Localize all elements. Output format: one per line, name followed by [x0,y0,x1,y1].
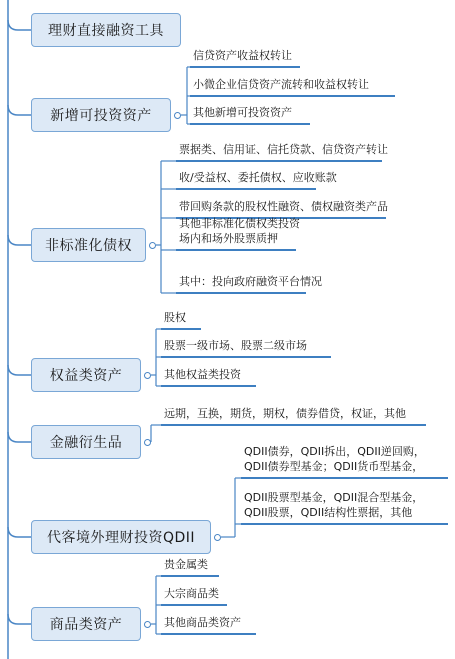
leaf-underline [190,123,310,125]
leaf-item-text: 大宗商品类 [164,587,219,600]
category-connector [8,365,31,375]
leaf-item [164,615,241,630]
category-node[interactable]: 代客境外理财投资QDII [31,520,211,554]
collapse-toggle-icon[interactable] [144,372,151,379]
leaf-item-text: 其中：投向政府融资平台情况 [179,275,322,288]
category-node[interactable]: 新增可投资资产 [31,98,171,132]
leaf-item-text: 其他新增可投资资产 [193,106,292,119]
leaf-item [193,77,369,92]
leaf-item [179,170,337,185]
leaf-underline [176,249,296,251]
leaf-item-text: 场内和场外股票质押 [179,232,278,245]
leaf-underline [161,356,331,358]
leaf-underline [176,188,316,190]
leaf-underline [241,477,448,479]
leaf-underline [176,160,382,162]
leaf-item [244,444,425,474]
leaf-item-text: 小微企业信贷资产流转和收益权转让 [193,78,369,91]
leaf-item [164,367,241,382]
collapse-toggle-icon[interactable] [214,534,221,541]
leaf-underline [241,523,448,525]
leaf-item-text: QDII股票型基金，QDII混合型基金， [244,491,424,504]
leaf-item [164,586,219,601]
leaf-item [164,406,406,421]
leaf-underline [161,633,256,635]
collapse-toggle-icon[interactable] [174,112,181,119]
leaf-underline [161,424,426,426]
leaf-item [164,557,208,572]
leaf-item-text: 贵金属类 [164,558,208,571]
leaf-underline [190,66,300,68]
category-node[interactable]: 权益类资产 [31,358,141,392]
leaf-item-text: 远期，互换，期货，期权，债券借贷，权证，其他 [164,407,406,420]
leaf-underline [161,328,201,330]
leaf-item-text: QDII股票，QDII结构性票据，其他 [244,506,413,519]
leaf-item-text: 票据类、信用证、信托贷款、信贷资产转让 [179,143,388,156]
category-connector [8,105,31,115]
category-connector [8,432,31,442]
leaf-underline [161,385,256,387]
leaf-item [244,490,423,520]
category-connector [8,527,31,537]
leaf-underline [161,575,219,577]
leaf-item-text: 其他非标准化债权类投资 [179,217,300,230]
category-connector [8,235,31,245]
leaf-underline [161,604,227,606]
leaf-item [179,142,388,157]
category-connector [8,614,31,624]
leaf-item-text: 收/受益权、委托债权、应收账款 [179,171,337,184]
leaf-item-text: 其他商品类资产 [164,616,241,629]
leaf-item-text: 股票一级市场、股票二级市场 [164,339,307,352]
category-node[interactable]: 商品类资产 [31,607,141,641]
category-node[interactable]: 非标准化债权 [31,228,146,262]
leaf-item [193,48,292,63]
leaf-item [179,274,322,289]
category-node[interactable]: 理财直接融资工具 [31,13,181,47]
leaf-item-text: 其他权益类投资 [164,368,241,381]
leaf-underline [190,95,395,97]
leaf-item [179,216,300,246]
collapse-toggle-icon[interactable] [149,242,156,249]
leaf-item [164,338,307,353]
collapse-toggle-icon[interactable] [144,439,151,446]
category-node[interactable]: 金融衍生品 [31,425,141,459]
leaf-item [193,105,292,120]
leaf-underline [176,292,306,294]
leaf-item-text: 股权 [164,311,186,324]
leaf-item [179,199,388,214]
collapse-toggle-icon[interactable] [144,621,151,628]
leaf-item [164,310,186,325]
leaf-item-text: 信贷资产收益权转让 [193,49,292,62]
leaf-item-text: QDII债券，QDII拆出，QDII逆回购， [244,445,425,458]
leaf-item-text: QDII债券型基金；QDII货币型基金， [244,460,424,473]
category-connector [8,20,31,30]
leaf-item-text: 带回购条款的股权性融资、债权融资类产品 [179,200,388,213]
